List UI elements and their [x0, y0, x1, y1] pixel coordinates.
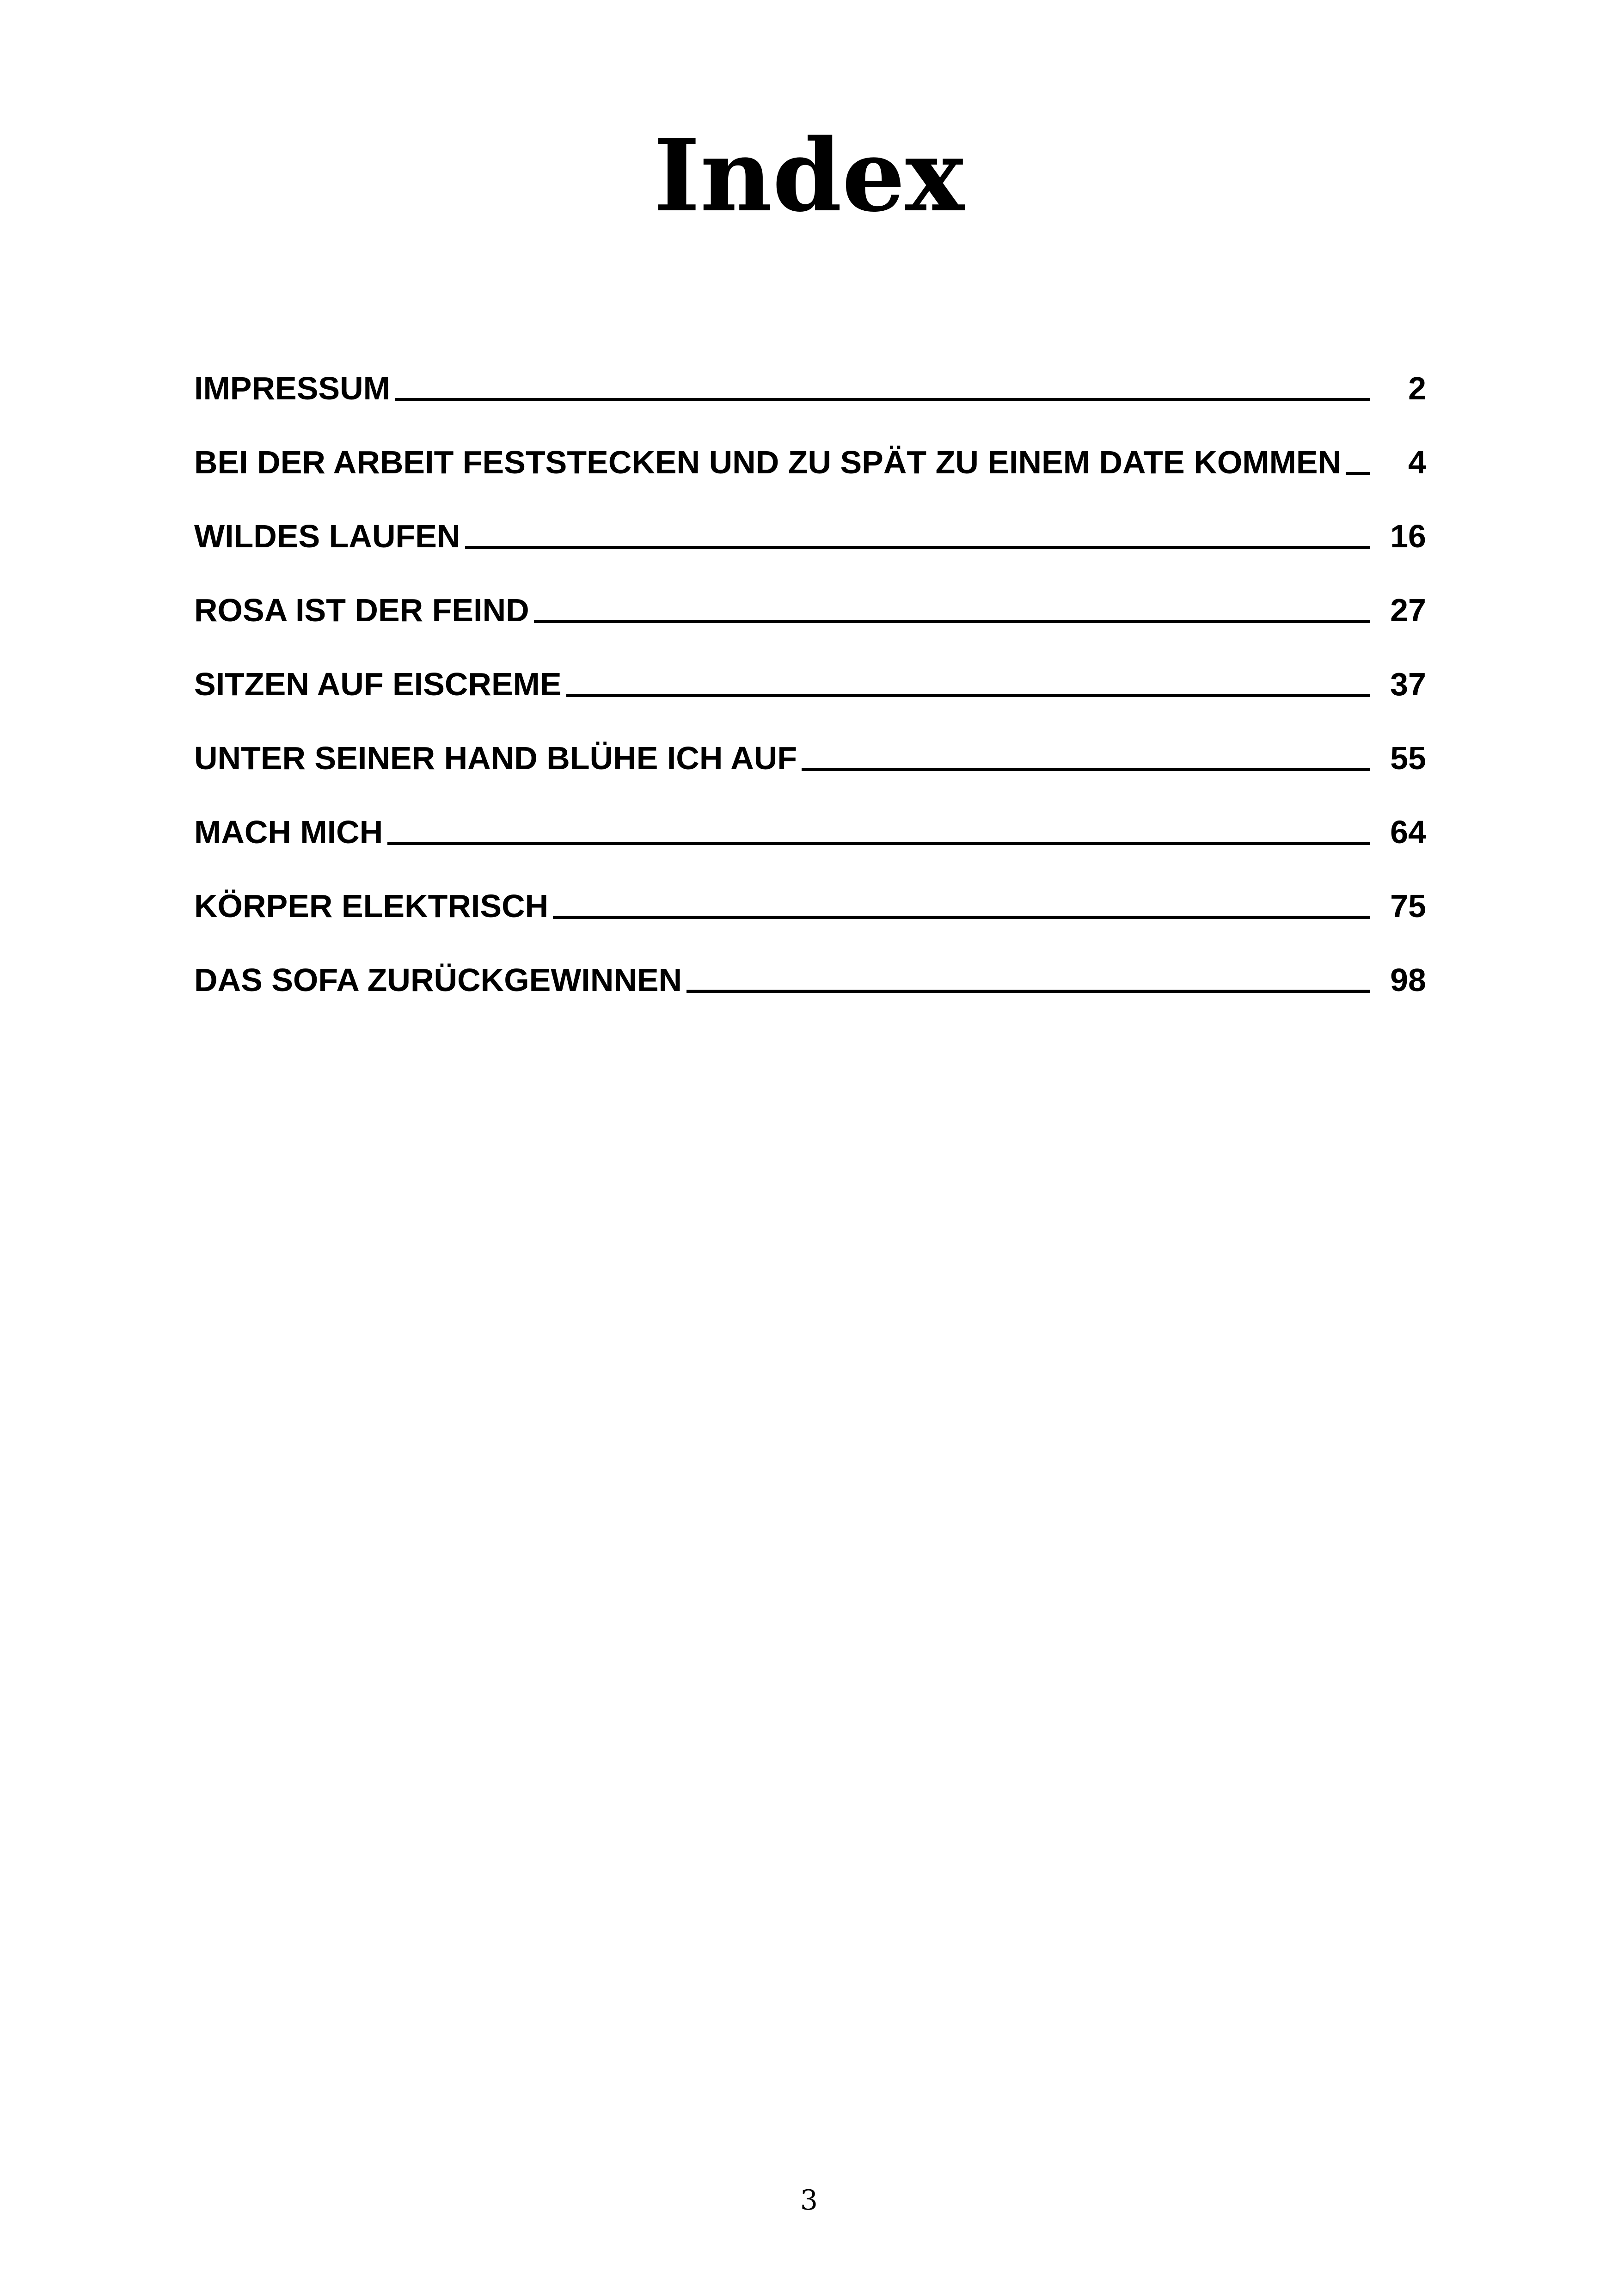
table-of-contents: [194, 361, 1426, 1026]
toc-entry-title: KÖRPER ELEKTRISCH: [194, 888, 549, 924]
toc-entry-title: DAS SOFA ZURÜCKGEWINNEN: [194, 962, 682, 998]
toc-entry[interactable]: [194, 582, 1426, 656]
toc-entry-title: SITZEN AUF EISCREME: [194, 666, 562, 702]
toc-entry-page: 16: [1390, 518, 1426, 554]
toc-entry[interactable]: [194, 435, 1426, 508]
toc-entry-title: ROSA IST DER FEIND: [194, 592, 529, 628]
toc-entry[interactable]: [194, 878, 1426, 952]
toc-entry-title: IMPRESSUM: [194, 370, 390, 406]
toc-leader-line: [802, 768, 1370, 771]
toc-entry-page: 75: [1390, 888, 1426, 924]
page-title: Index: [653, 117, 965, 234]
toc-entry[interactable]: [194, 730, 1426, 804]
toc-leader-line: [465, 546, 1370, 549]
toc-entry-page: 4: [1408, 444, 1426, 480]
toc-entry-title: BEI DER ARBEIT FESTSTECKEN UND ZU SPÄT ZU EINEM DATE KOMMEN: [194, 444, 1342, 480]
toc-entry[interactable]: [194, 508, 1426, 582]
toc-entry-page: 27: [1390, 592, 1426, 628]
toc-entry-page: 55: [1390, 740, 1426, 776]
toc-entry[interactable]: [194, 656, 1426, 730]
toc-leader-line: [1346, 472, 1370, 475]
toc-entry[interactable]: [194, 361, 1426, 435]
toc-entry-title: UNTER SEINER HAND BLÜHE ICH AUF: [194, 740, 797, 776]
toc-entry-title: MACH MICH: [194, 814, 383, 850]
toc-leader-line: [566, 694, 1370, 697]
toc-entry-page: 98: [1390, 962, 1426, 998]
toc-entry-page: 64: [1390, 814, 1426, 850]
toc-leader-line: [387, 842, 1370, 845]
toc-entry-page: 2: [1408, 370, 1426, 406]
toc-leader-line: [686, 990, 1370, 993]
toc-leader-line: [553, 916, 1370, 919]
toc-entry[interactable]: [194, 804, 1426, 878]
toc-entry[interactable]: [194, 952, 1426, 1026]
toc-leader-line: [395, 398, 1370, 401]
page-number: 3: [800, 2184, 818, 2216]
toc-entry-page: 37: [1390, 666, 1426, 702]
toc-leader-line: [534, 620, 1370, 623]
toc-entry-title: WILDES LAUFEN: [194, 518, 460, 554]
